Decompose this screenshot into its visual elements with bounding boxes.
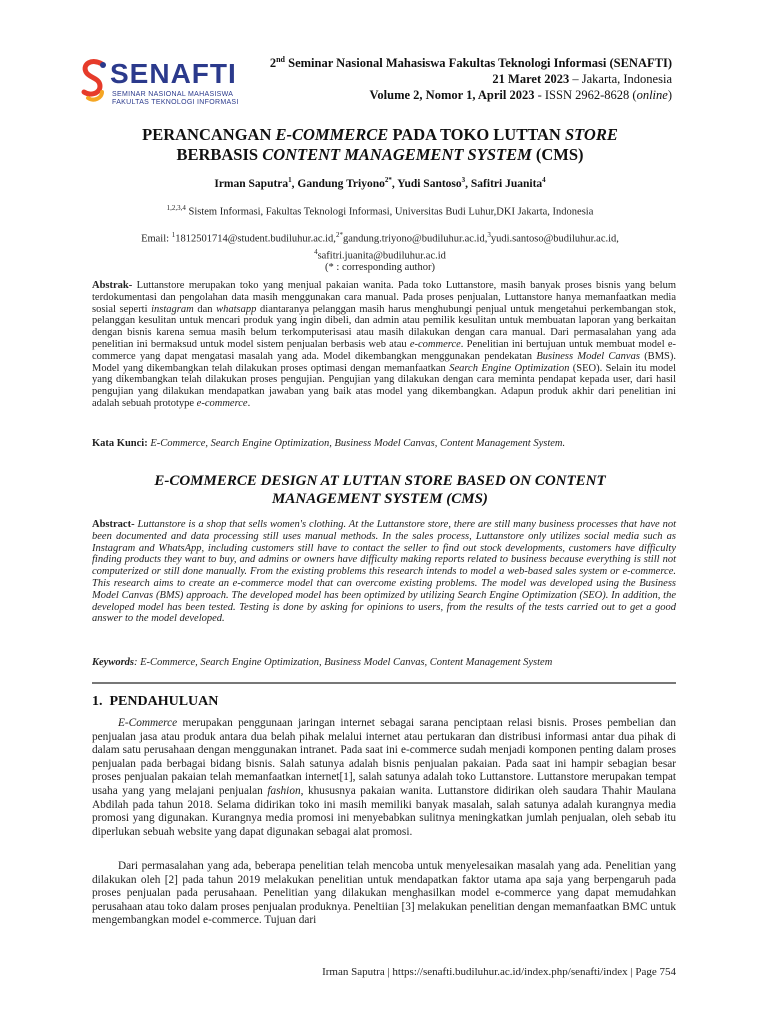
keywords-english: Keywords: E-Commerce, Search Engine Optimization, Business Model Canvas, Content Management System [92, 657, 553, 668]
senafti-logo [78, 58, 248, 106]
header-line-1: 2nd Seminar Nasional Mahasiswa Fakultas Teknologi Informasi (SENAFTI) [269, 55, 672, 71]
corresponding-note: (* : corresponding author) [325, 262, 435, 273]
paper-title: PERANCANGAN E-COMMERCE PADA TOKO LUTTAN STORE BERBASIS CONTENT MANAGEMENT SYSTEM (CMS) [142, 125, 618, 164]
keywords-indonesian: Kata Kunci: E-Commerce, Search Engine Optimization, Business Model Canvas, Content Management System. [92, 438, 566, 449]
senafti-s-icon [78, 58, 108, 104]
body-paragraph-2: Dari permasalahan yang ada, beberapa penelitian telah mencoba untuk menyelesaikan masalah yang ada. Penelitian yang dilakukan oleh [2] pada tahun 2019 melakukan penelitian untuk mendapatkan faktor utama apa saja yang berpengaruh pada proses penjualan pada perusahaan. Penelitian yang dilakukan menghasilkan model e-commerce yang dapat memudahkan perusahaan atau toko dalam proses penjualan produknya. Peneltiian [3] melakukan penelitian dengan memanfaatkan BMC untuk mengembangkan model e-commerce. Tujuan dari [92, 860, 676, 927]
section-divider [92, 682, 676, 684]
body-paragraph-1: E-Commerce merupakan penggunaan jaringan internet sebagai sarana penciptaan relasi bisnis. Proses pembelian dan penjualan jasa atau produk antara dua belah pihak melalui internet atau pertukaran dan distribusi informasi antar dua pihak di dalam satu perusahaan dengan menggunakan intranet. Pada saat ini e-commerce sudah menjadi komponen penting dalam proses penjualan pada berbagai bidang bisnis. Salah satunya adalah bisnis penjualan pakaian. Pada saat ini hampir sebagian besar proses penjualan pakaian telah memanfaatkan internet[1], salah satunya adalah toko Luttanstore. Luttanstore merupakan tempat usaha yang yang melajani penjualan fashion, khususnya pakaian wanita. Luttanstore didirikan oleh saudara Thahir Maulana Abdilah pada tahun 2018. Selama didirikan toko ini masih memiliki banyak masalah, salah satunya adalah kurangnya media promosi yang digunakan. Kurangnya media promosi ini menyebabkan sulitnya meningkatkan jumlah penjualan, oleh sebab itu diperlukan sebuah website yang dapat digunakan sebagai alat promosi. [92, 717, 676, 838]
logo-subtitle-1: SEMINAR NASIONAL MAHASISWA [112, 91, 234, 98]
header-line-2: 21 Maret 2023 – Jakarta, Indonesia [492, 72, 672, 87]
header-line-3: Volume 2, Nomor 1, April 2023 - ISSN 2962-8628 (online) [369, 88, 672, 103]
logo-wordmark: SENAFTI [110, 58, 237, 89]
affiliation: $^{1,2,3,4}$ Sistem Informasi, Fakultas Teknologi Informasi, Universitas Budi Luhur,DKI Jakarta, Indonesia [166, 204, 594, 218]
page-footer: Irman Saputra | https://senafti.budiluhur.ac.id/index.php/senafti/index | Page 754 [322, 966, 676, 978]
abstract-indonesian: Abstrak- Luttanstore merupakan toko yang menjual pakaian wanita. Pada toko Luttanstore, masih banyak proses bisnis yang belum terdokumentasi dan pengolahan data masih menggunakan cara manual. Pada proses penjualan, Luttanstore hanya memanfaatkan media sosial seperti instagram dan whatsapp diantaranya pelanggan masih harus menghubungi penjual untuk mengetahui perkembangan stok, pelanggan kesulitan untuk mencari produk yang ingin dibeli, dan admin atau pemilik kesulitan untuk membuatan laporan yang berkaitan dengan bisnis karena semua masih belum terkomputerisasi atau masih dilakukan dengan cara manual. Dari permasalahan yang ada penelitian ini bermaksud untuk model sistem penjualan berbasis web atau e-commerce. Penelitian ini bertujuan untuk membuat model e-commerce yang dapat mengatasi masalah yang ada. Model dikembangkan menggunakan pendekatan Business Model Canvas (BMS). Model yang dikembangkan telah dilakukan proses optimasi dengan memanfaatkan Search Engine Optimization (SEO). Selain itu model yang dikembangkan telah dilakukan proses pengujian. Pengujian yang dilakukan dengan cara meminta pendapat kepada user, dari hasil pengujian yang dilakukan mendapatkan jawaban yang baik atas model yang dikembangkan. Adapun produk akhir dari penelitian ini adalah sebuah prototype e-commerce. [92, 280, 676, 409]
email-block: Email: $^1$1812501714@student.budiluhur.ac.id,$^{2*}$gandung.triyono@budiluhur.ac.id,$^3$yudi.santoso@budiluhur.ac.id, $^4$safitri.juanita@budiluhur.ac.id (* : corresponding author) [80, 229, 680, 274]
abstract-english: Abstract- Luttanstore is a shop that sells women's clothing. At the Luttanstore store, there are still many business processes that have not been documented and data processing still uses manual methods. In the sales process, Luttanstore only utilizes social media such as Instagram and WhatsApp, including customers still have to contact the seller to find out stock developments, customers have difficulty finding products they want to buy, and admins or owners have difficulty making reports related to business because everything is still not computerized or still done manually. From the existing problems this research intends to model a web-based sales system or e-commerce. This research aims to create an e-commerce model that can overcome existing problems. The model was developed using the Business Model Canvas (BMS) approach. The developed model has been optimized by utilizing Search Engine Optimization (SEO). In addition, the developed model has been tested. Testing is done by asking for opinions to users, from the results of the tests carried out to get a good answer to the model developed. [92, 519, 676, 625]
conference-header [270, 52, 672, 103]
section-heading: 1. PENDAHULUAN [92, 694, 219, 709]
author-list: Irman Saputra$^1$, Gandung Triyono$^{2*}$, Yudi Santoso$^3$, Safitri Juanita$^4$ [214, 176, 546, 190]
logo-subtitle-2: FAKULTAS TEKNOLOGI INFORMASI [112, 99, 239, 106]
paper-title-english: E-COMMERCE DESIGN AT LUTTAN STORE BASED ON CONTENT MANAGEMENT SYSTEM (CMS) [154, 473, 606, 507]
